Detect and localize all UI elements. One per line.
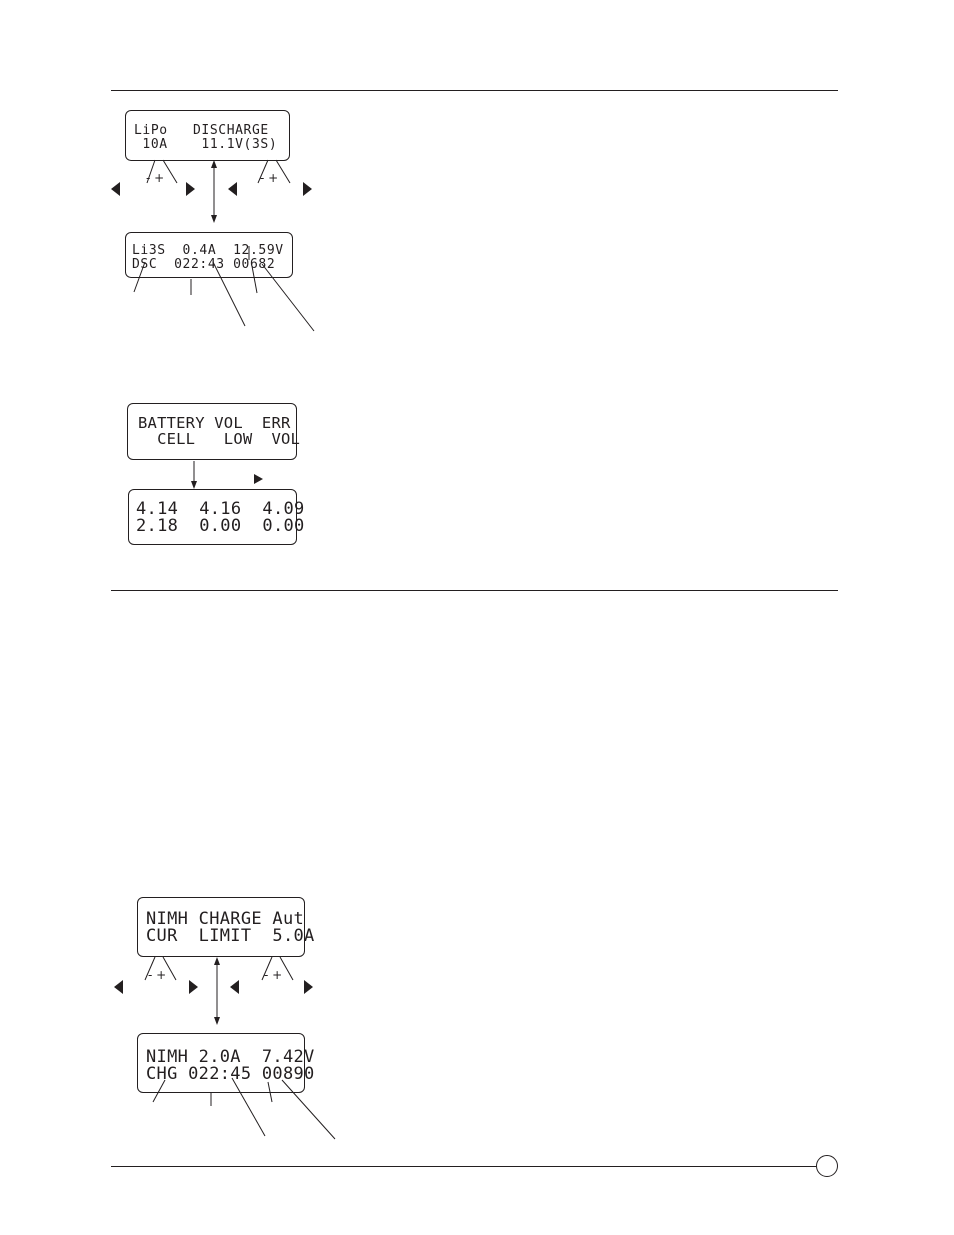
cell-voltage-line1: 4.14 4.16 4.09 <box>136 499 305 519</box>
callout-line <box>153 1080 165 1102</box>
callout-line <box>262 264 314 331</box>
nimh-status-line2: CHG 022:45 00890 <box>146 1064 315 1084</box>
callout-line <box>213 262 245 326</box>
callout-line <box>163 957 176 980</box>
callout-line <box>163 160 177 183</box>
lipo-setup-line1: LiPo DISCHARGE <box>134 123 269 138</box>
callout-line <box>282 1080 335 1139</box>
callout-line <box>276 160 290 183</box>
callout-line <box>268 1082 272 1102</box>
right-arrow-icon <box>304 980 313 994</box>
callout-line <box>232 1078 265 1136</box>
nimh-status-line1: NIMH 2.0A 7.42V <box>146 1047 315 1067</box>
left-arrow-icon <box>228 182 237 196</box>
right-arrow-icon <box>303 182 312 196</box>
minus-plus-label: - + <box>264 968 283 982</box>
cell-voltage-line2: 2.18 0.00 0.00 <box>136 516 305 536</box>
lipo-setup-line2: 10A 11.1V(3S) <box>134 137 278 152</box>
right-arrow-icon <box>254 474 263 484</box>
nimh-setup-line2: CUR LIMIT 5.0A <box>146 926 315 946</box>
battery-error-line2: CELL LOW VOL <box>138 430 301 448</box>
callout-line <box>258 160 268 183</box>
callout-line <box>280 957 293 980</box>
left-arrow-icon <box>111 182 120 196</box>
right-arrow-icon <box>189 980 198 994</box>
minus-plus-label: - + <box>260 171 279 185</box>
callout-line <box>145 957 155 980</box>
callout-line <box>134 262 145 292</box>
left-arrow-icon <box>230 980 239 994</box>
nimh-setup-line1: NIMH CHARGE Aut <box>146 909 305 929</box>
lipo-status-line1: Li3S 0.4A 12.59V <box>132 243 284 258</box>
battery-error-line1: BATTERY VOL ERR <box>138 414 291 432</box>
callout-line <box>252 266 257 293</box>
lipo-status-line2: DSC 022:43 00682 <box>132 257 276 272</box>
callout-line <box>262 957 272 980</box>
callout-line <box>147 160 155 183</box>
left-arrow-icon <box>114 980 123 994</box>
minus-plus-label: - + <box>146 171 165 185</box>
minus-plus-label: - + <box>148 968 167 982</box>
right-arrow-icon <box>186 182 195 196</box>
